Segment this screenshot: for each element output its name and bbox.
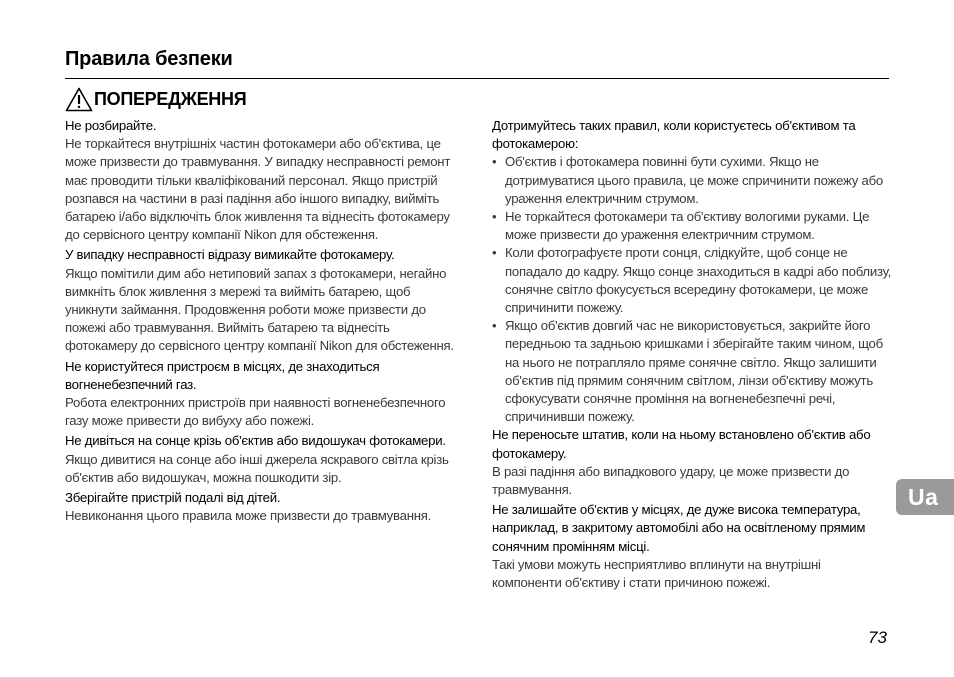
title-divider (65, 78, 889, 79)
section-body: Не торкайтеся внутрішніх частин фотокамери або об'єктива, це може призвести до травмування. У випадку несправності ремонт має проводити тільки кваліфікований персонал. Якщо пристрій розпався на частини в разі падіння або іншого випадку, вийміть батарею і/або відключіть блок живлення та віднесіть фотокамеру до сервісного центру компанії Nikon для обстеження. (65, 136, 451, 243)
section-heading: Зберігайте пристрій подалі від дітей. (65, 490, 281, 506)
page-title: Правила безпеки (65, 48, 233, 70)
section-heading: Не дивіться на сонце крізь об'єктив або видошукач фотокамери. (65, 433, 446, 449)
warning-title: ПОПЕРЕДЖЕННЯ (94, 89, 247, 109)
left-column (65, 117, 465, 525)
section-body: Такі умови можуть несприятливо вплинути на внутрішні компоненти об'єктиву і стати причиною пожежі. (492, 556, 821, 591)
page-number: 73 (868, 628, 887, 647)
language-tab: Ua (896, 479, 954, 515)
warning-triangle-icon (65, 87, 93, 112)
warning-header (65, 87, 246, 112)
bullet-item: • Об'єктив і фотокамера повинні бути сухими. Якщо не дотримуватися цього правила, це може спричинити пожежу або ураження електричним струмом. (492, 153, 892, 208)
section-body: Якщо дивитися на сонце або інші джерела яскравого світла крізь об'єктив або видошукач, можна пошкодити зір. (65, 451, 449, 485)
bullet-item: • Коли фотографуєте проти сонця, слідкуйте, щоб сонце не попадало до кадру. Якщо сонце знаходиться в кадрі або поблизу, сонячне світло фокусується всередину фотокамери, це може спричинити пожежу. (492, 244, 892, 317)
section-heading: У випадку несправності відразу вимикайте фотокамеру. (65, 247, 395, 263)
bullet-item: • Якщо об'єктив довгий час не використовується, закрийте його передньою та задньою кришками і зберігайте таким чином, щоб на нього не потрапляло пряме сонячне світло. Якщо залишити об'єктив під прямим сонячним світлом, лінзи об'єктиву можуть сфокусувати сонячне проміння на вогненебезпечні речі, спричинивши пожежу. (492, 317, 892, 426)
right-column (492, 117, 892, 592)
bullet-item: • Не торкайтеся фотокамери та об'єктиву вологими руками. Це може призвести до ураження електричним струмом. (492, 208, 892, 244)
intro-text: Дотримуйтесь таких правил, коли користуєтесь об'єктивом та фотокамерою: (492, 118, 856, 152)
section-heading: Не залишайте об'єктив у місцях, де дуже висока температура, наприклад, в закритому автомобілі або на освітленому прямим сонячним промінням місці. (492, 502, 866, 554)
section-body: В разі падіння або випадкового удару, це може призвести до травмування. (492, 463, 850, 498)
bullet-list (492, 153, 892, 426)
section-heading: Не розбирайте. (65, 118, 157, 133)
section-body: Робота електронних пристроїв при наявності вогненебезпечного газу може привести до вибуху або пожежі. (65, 395, 446, 429)
section-heading: Не переносьте штатив, коли на ньому встановлено об'єктив або фотокамеру. (492, 427, 871, 461)
section-body: Невиконання цього правила може призвести до травмування. (65, 508, 432, 524)
section-body: Якщо помітили дим або нетиповий запах з фотокамери, негайно вимкніть блок живлення з мережі та вийміть батарею, щоб уникнути займання. Продовження роботи може призвести до пожежі або травмування. Вийміть батарею та віднесіть фотокамеру до сервісного центру компанії Nikon для обстеження. (65, 265, 454, 354)
section-heading: Не користуйтеся пристроєм в місцях, де знаходиться вогненебезпечний газ. (65, 358, 380, 392)
